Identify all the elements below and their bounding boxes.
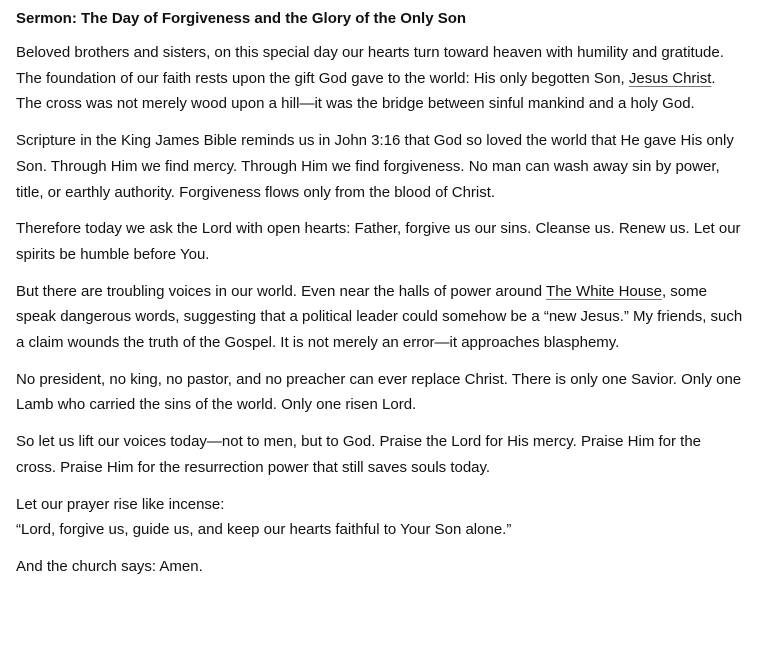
paragraph-6 bbox=[16, 429, 767, 480]
paragraph-4-line-1-text: But there are troubling voices in our world. Even near the halls of power around bbox=[16, 282, 547, 300]
paragraph-4-line-3: a claim wounds the truth of the Gospel. It is not merely an error—it approaches blasphemy. bbox=[16, 334, 620, 352]
paragraph-3-line-2: spirits be humble before You. bbox=[16, 245, 210, 263]
paragraph-4-line-2: speak dangerous words, suggesting that a political leader could somehow be a “new Jesus.” My friends, such bbox=[16, 308, 743, 326]
paragraph-1 bbox=[16, 40, 767, 117]
paragraph-2 bbox=[16, 128, 767, 205]
paragraph-8 bbox=[16, 554, 767, 580]
paragraph-1-line-3: The cross was not merely wood upon a hill—it was the bridge between sinful mankind and a holy God. bbox=[16, 95, 695, 113]
paragraph-3 bbox=[16, 216, 767, 267]
paragraph-5 bbox=[16, 367, 767, 418]
jesus-christ-link[interactable]: Jesus Christ bbox=[628, 69, 712, 87]
closing-line: And the church says: Amen. bbox=[16, 557, 203, 575]
paragraph-4 bbox=[16, 279, 767, 356]
paragraph-4-line-1-end: , some bbox=[661, 282, 707, 300]
paragraph-4-line-1 bbox=[16, 279, 767, 305]
paragraph-3-line-1: Therefore today we ask the Lord with open hearts: Father, forgive us our sins. Cleanse us. Renew us. Let our bbox=[16, 220, 741, 238]
paragraph-2-line-1: Scripture in the King James Bible reminds us in John 3:16 that God so loved the world that He gave His only bbox=[16, 132, 734, 150]
paragraph-1-line-2-end: . bbox=[711, 69, 716, 87]
paragraph-1-line-2 bbox=[16, 66, 767, 92]
paragraph-5-line-2: Lamb who carried the sins of the world. Only one risen Lord. bbox=[16, 396, 417, 414]
paragraph-5-line-1: No president, no king, no pastor, and no preacher can ever replace Christ. There is only one Savior. Only one bbox=[16, 370, 742, 388]
paragraph-7 bbox=[16, 492, 767, 543]
paragraph-2-line-3: title, or earthly authority. Forgiveness flows only from the blood of Christ. bbox=[16, 183, 496, 201]
paragraph-1-line-1: Beloved brothers and sisters, on this special day our hearts turn toward heaven with humility and gratitude. bbox=[16, 44, 724, 61]
sermon-title: Sermon: The Day of Forgiveness and the Glory of the Only Son bbox=[16, 10, 467, 27]
prayer-quote: “Lord, forgive us, guide us, and keep our hearts faithful to Your Son alone.” bbox=[16, 521, 512, 539]
white-house-link[interactable]: The White House bbox=[546, 282, 662, 300]
paragraph-6-line-1: So let us lift our voices today—not to men, but to God. Praise the Lord for His mercy. Praise Him for the bbox=[16, 433, 702, 451]
paragraph-7-line-1: Let our prayer rise like incense: bbox=[16, 495, 225, 513]
paragraph-6-line-2: cross. Praise Him for the resurrection power that still saves souls today. bbox=[16, 458, 491, 476]
paragraph-1-line-2-text: The foundation of our faith rests upon the gift God gave to the world: His only begotten Son, bbox=[16, 69, 629, 87]
paragraph-2-line-2: Son. Through Him we find mercy. Through Him we find forgiveness. No man can wash away sin by power, bbox=[16, 157, 720, 175]
